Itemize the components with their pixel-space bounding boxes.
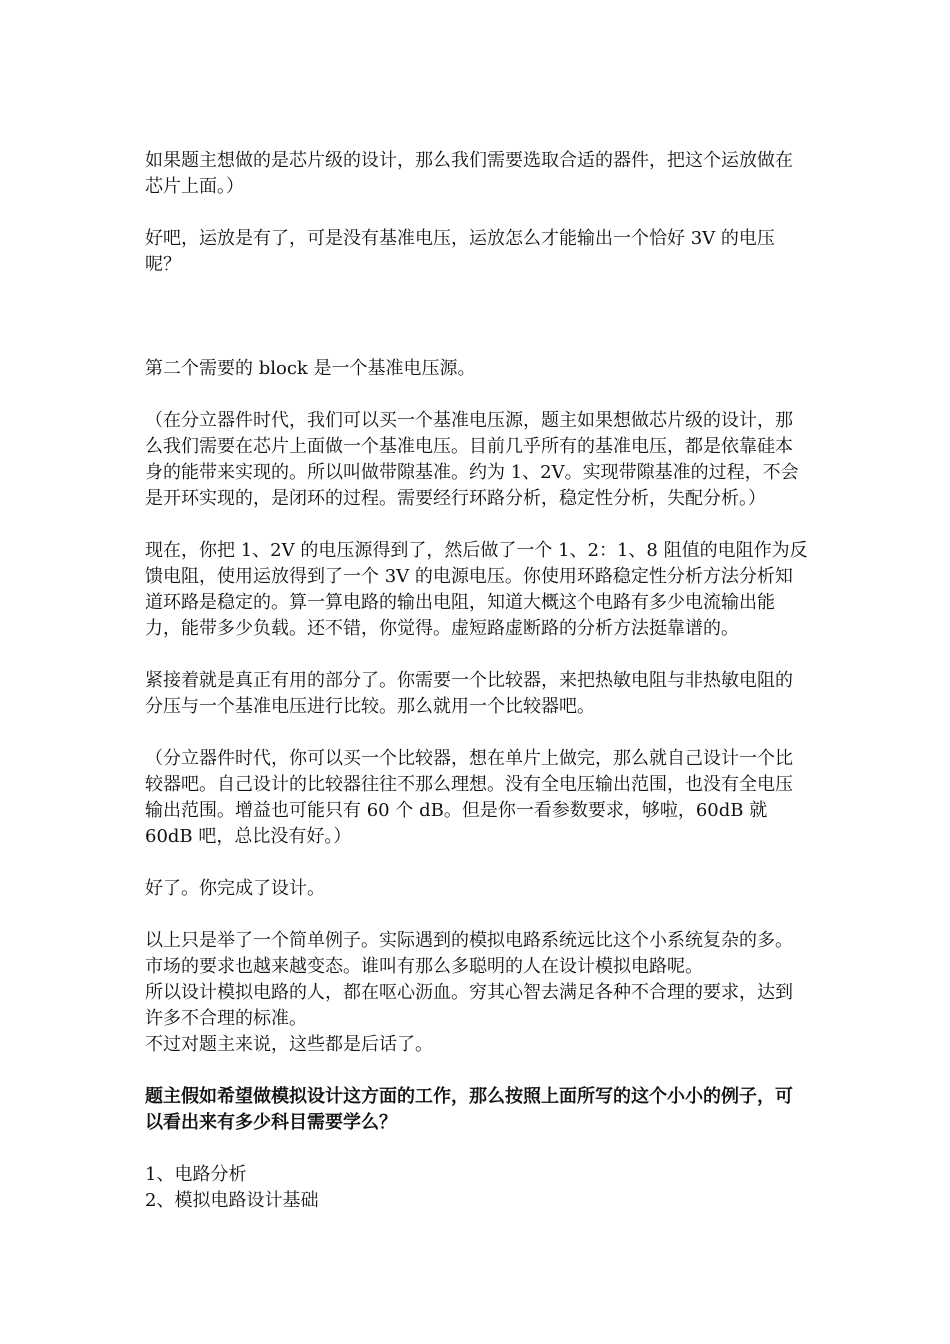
list-item: 1、电路分析 — [145, 1164, 247, 1185]
paragraph-simple-example: 以上只是举了一个简单例子。实际遇到的模拟电路系统远比这个小系统复杂的多。市场的要求也越来越变态。谁叫有那么多聪明的人在设计模拟电路呢。 — [145, 930, 793, 977]
paragraph-design-complete: 好了。你完成了设计。 — [145, 878, 325, 899]
paragraph-reference-voltage-question: 好吧，运放是有了，可是没有基准电压，运放怎么才能输出一个恰好 3V 的电压呢？ — [145, 228, 775, 275]
paragraph-feedback-resistor: 现在，你把 1、2V 的电压源得到了，然后做了一个 1、2：1、8 阻值的电阻作为反馈电阻，使用运放得到了一个 3V 的电源电压。你使用环路稳定性分析方法分析知道环路是稳定的。算一算电路的输出电阻，知道大概这个电路有多少电流输出能力，能带多少负载。还不错，你觉得。虚短路虚断路的分析方法挺靠谱的。 — [145, 540, 808, 639]
paragraph-analog-designers: 所以设计模拟电路的人，都在呕心沥血。穷其心智去满足各种不合理的要求，达到许多不合理的标准。 — [145, 982, 793, 1029]
paragraph-bandgap-reference: （在分立器件时代，我们可以买一个基准电压源，题主如果想做芯片级的设计，那么我们需要在芯片上面做一个基准电压。目前几乎所有的基准电压，都是依靠硅本身的能带来实现的。所以叫做带隙基准。约为 1、2V。实现带隙基准的过程，不会是开环实现的，是闭环的过程。需要经行环路分析，稳定性分析，失配分析。） — [145, 410, 799, 509]
blank-space — [145, 304, 810, 356]
paragraph-chip-level-design: 如果题主想做的是芯片级的设计，那么我们需要选取合适的器件，把这个运放做在芯片上面。） — [145, 150, 793, 197]
list-item: 2、模拟电路设计基础 — [145, 1190, 319, 1211]
document-body — [145, 148, 810, 1214]
paragraph-comparator-need: 紧接着就是真正有用的部分了。你需要一个比较器，来把热敏电阻与非热敏电阻的分压与一个基准电压进行比较。那么就用一个比较器吧。 — [145, 670, 793, 717]
paragraph-second-block: 第二个需要的 block 是一个基准电压源。 — [145, 358, 476, 379]
paragraph-comparator-design: （分立器件时代，你可以买一个比较器，想在单片上做完，那么就自己设计一个比较器吧。自己设计的比较器往往不那么理想。没有全电压输出范围，也没有全电压输出范围。增益也可能只有 60 个 dB。但是你一看参数要求，够啦，60dB 就 60dB 吧，总比没有好。） — [145, 748, 793, 847]
paragraph-subjects-question: 题主假如希望做模拟设计这方面的工作，那么按照上面所写的这个小小的例子，可以看出来有多少科目需要学么？ — [145, 1086, 793, 1133]
paragraph-later-matters: 不过对题主来说，这些都是后话了。 — [145, 1034, 433, 1055]
